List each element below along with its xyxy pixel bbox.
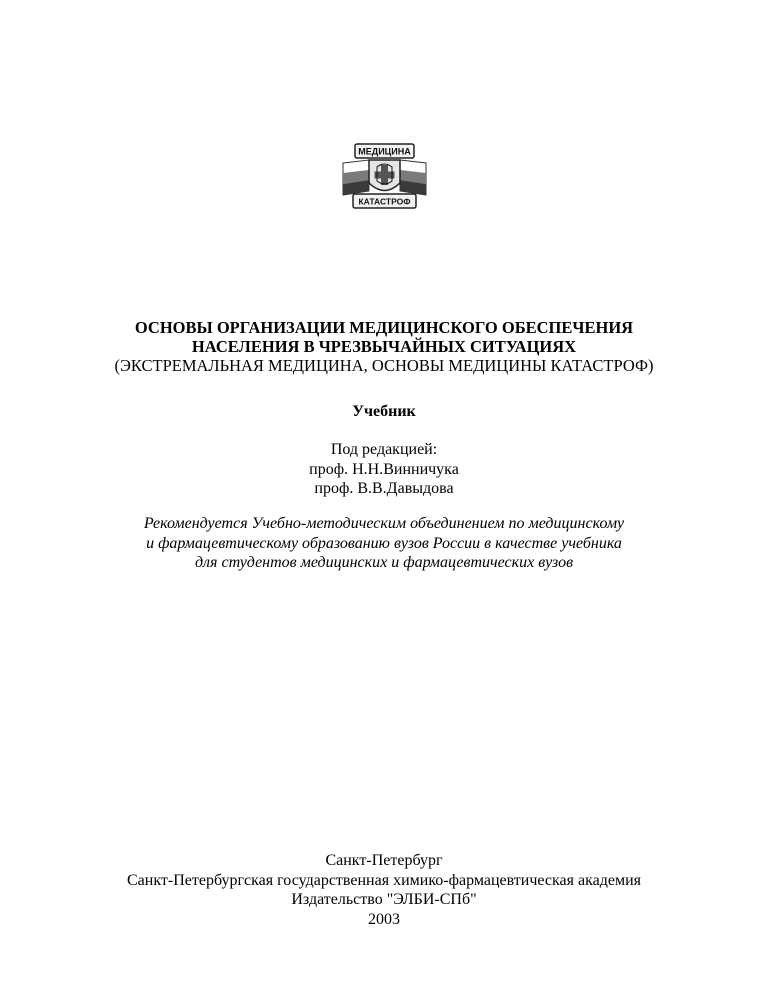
svg-text:МЕДИЦИНА: МЕДИЦИНА: [358, 146, 411, 157]
imprint-city: Санкт-Петербург: [325, 852, 443, 869]
recommendation-line-2: и фармацевтическому образованию вузов России в качестве учебника: [146, 534, 622, 552]
recommendation-block: [0, 514, 768, 573]
book-title: [0, 318, 768, 375]
recommendation-line-1: Рекомендуется Учебно-методическим объединением по медицинскому: [143, 515, 625, 532]
imprint-institution: Санкт-Петербургская государственная химико-фармацевтическая академия: [126, 871, 641, 889]
shield-icon: [369, 160, 400, 191]
editors-block: [0, 440, 768, 499]
editor-2: проф. В.В.Давыдова: [314, 480, 454, 497]
title-line-1: ОСНОВЫ ОРГАНИЗАЦИИ МЕДИЦИНСКОГО ОБЕСПЕЧЕНИЯ: [134, 318, 634, 337]
imprint-year: 2003: [368, 910, 400, 928]
imprint-publisher: Издательство "ЭЛБИ-СПб": [291, 891, 477, 908]
title-line-2: НАСЕЛЕНИЯ В ЧРЕЗВЫЧАЙНЫХ СИТУАЦИЯХ: [191, 337, 577, 356]
disaster-medicine-emblem: [337, 143, 432, 209]
title-subtitle: (ЭКСТРЕМАЛЬНАЯ МЕДИЦИНА, ОСНОВЫ МЕДИЦИНЫ КАТАСТРОФ): [114, 356, 654, 375]
recommendation-line-3: для студентов медицинских и фармацевтических вузов: [194, 554, 574, 571]
flag-left-icon: [343, 160, 369, 195]
flag-right-icon: [400, 160, 426, 195]
editor-1: проф. Н.Н.Винничука: [309, 460, 459, 478]
editors-label: Под редакцией:: [330, 441, 438, 458]
book-genre: Учебник: [352, 403, 416, 420]
imprint-block: [0, 851, 768, 929]
svg-text:КАТАСТРОФ: КАТАСТРОФ: [358, 196, 411, 207]
